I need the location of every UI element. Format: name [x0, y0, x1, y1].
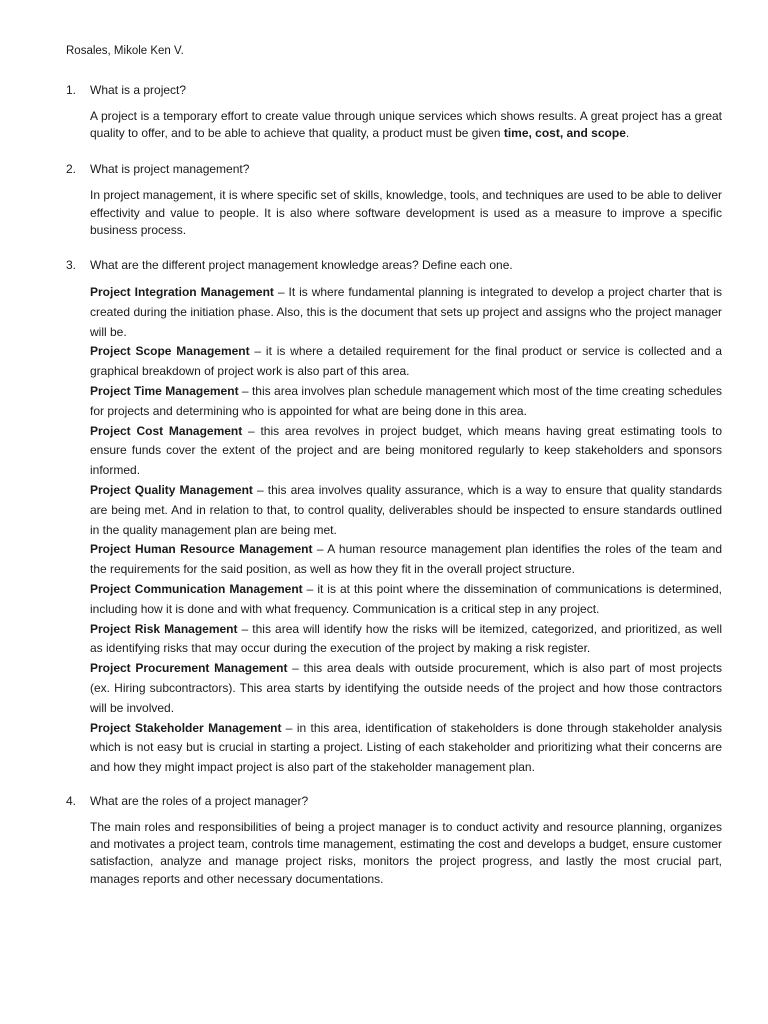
knowledge-area-scope	[90, 342, 722, 382]
area-term: Project Stakeholder Management	[90, 720, 282, 735]
question-number: 2.	[66, 162, 77, 177]
area-term: Project Cost Management	[90, 423, 243, 438]
area-term: Project Integration Management	[90, 285, 274, 300]
area-term: Project Scope Management	[90, 344, 250, 359]
area-term: Project Time Management	[90, 384, 239, 398]
knowledge-area-time	[90, 382, 722, 422]
answer-2: In project management, it is where specific set of skills, knowledge, tools, and techniques are used to be able to deliver effectivity and value to people. It is also where software development is used as a measure to improve a specific business process.	[90, 188, 722, 237]
question-text: What are the different project management knowledge areas? Define each one.	[90, 258, 513, 273]
question-2	[66, 161, 722, 177]
area-definition: – in this area, identification of stakeholders is done through stakeholder analysis which is not easy but is crucial in starting a project. Listing of each stakeholder and prioritizing what their concerns are and how they might impact project is also part of the stakeholder management plan.	[90, 720, 722, 775]
answer-text: A project is a temporary effort to create value through unique services which shows results. A great project has a great quality to offer, and to be able to achieve that quality, a product must be given	[90, 109, 722, 141]
area-definition: – it is at this point where the dissemination of communications is determined, including how it is done and with what frequency. Communication is a critical step in any project.	[90, 581, 722, 616]
knowledge-area-quality	[90, 481, 722, 540]
area-definition: – this area will identify how the risks will be itemized, categorized, and prioritized, as well as identifying risks that may occur during the execution of the project by making a risk register.	[90, 621, 722, 656]
area-term: Project Communication Management	[90, 581, 303, 596]
knowledge-area-stakeholder	[90, 719, 722, 778]
area-definition: – It is where fundamental planning is integrated to develop a project charter that is created during the initiation phase. Also, this is the document that sets up project and assigns who the project manager will be.	[90, 285, 722, 339]
knowledge-area-procurement	[90, 659, 722, 718]
answer-4: The main roles and responsibilities of being a project manager is to conduct activity and resource planning, organizes and motivates a project team, controls time management, estimating the cost and develops a budget, ensure customer satisfaction, analyze and manage project risks, monitors the project progress, and lastly the most crucial part, manages reports and other necessary documentations.	[90, 819, 722, 886]
question-3	[66, 257, 722, 273]
area-definition: – this area revolves in project budget, which means having great estimating tools to ensure funds cover the extent of the project and are being monitored regularly to keep stakeholders and sponsors informed.	[90, 423, 722, 478]
area-term: Project Quality Management	[90, 482, 253, 497]
answer-end: .	[625, 126, 630, 141]
question-text: What is a project?	[90, 83, 187, 97]
answer-emphasis: time, cost, and scope	[503, 126, 626, 141]
area-definition: – this area deals with outside procurement, which is also part of most projects (ex. Hiring subcontractors). This area starts by identifying the outside needs of the project and how those contractors will be involved.	[90, 661, 722, 715]
area-term: Project Human Resource Management	[90, 542, 313, 557]
question-number: 4.	[66, 793, 77, 808]
question-text: What is project management?	[90, 162, 250, 177]
knowledge-area-risk	[90, 620, 722, 660]
knowledge-area-integration	[90, 283, 722, 342]
area-definition: – it is where a detailed requirement for the final product or service is collected and a graphical breakdown of project work is also part of this area.	[90, 344, 722, 379]
knowledge-areas	[90, 283, 722, 778]
knowledge-area-human-resource	[90, 540, 722, 580]
answer-1	[90, 108, 722, 142]
question-number: 3.	[66, 258, 77, 273]
knowledge-area-cost	[90, 422, 722, 481]
area-definition: – this area involves quality assurance, which is a way to ensure that quality standards are being met. And in relation to that, to control quality, deliverables should be inspected to ensure standards outlined in the quality management plan are being met.	[90, 482, 723, 537]
question-text: What are the roles of a project manager?	[90, 793, 309, 808]
area-definition: – A human resource management plan identifies the roles of the team and the requirements for the said position, as well as how they fit in the overall project structure.	[90, 542, 722, 577]
area-term: Project Procurement Management	[90, 661, 288, 676]
area-definition: – this area involves plan schedule management which most of the time creating schedules for projects and determining who is appointed for what are being done in this area.	[90, 384, 722, 418]
author-name: Rosales, Mikole Ken V.	[66, 45, 184, 57]
question-1	[66, 82, 722, 98]
area-term: Project Risk Management	[90, 621, 238, 636]
question-number: 1.	[66, 83, 77, 97]
question-4	[66, 793, 722, 809]
knowledge-area-communication	[90, 580, 722, 620]
